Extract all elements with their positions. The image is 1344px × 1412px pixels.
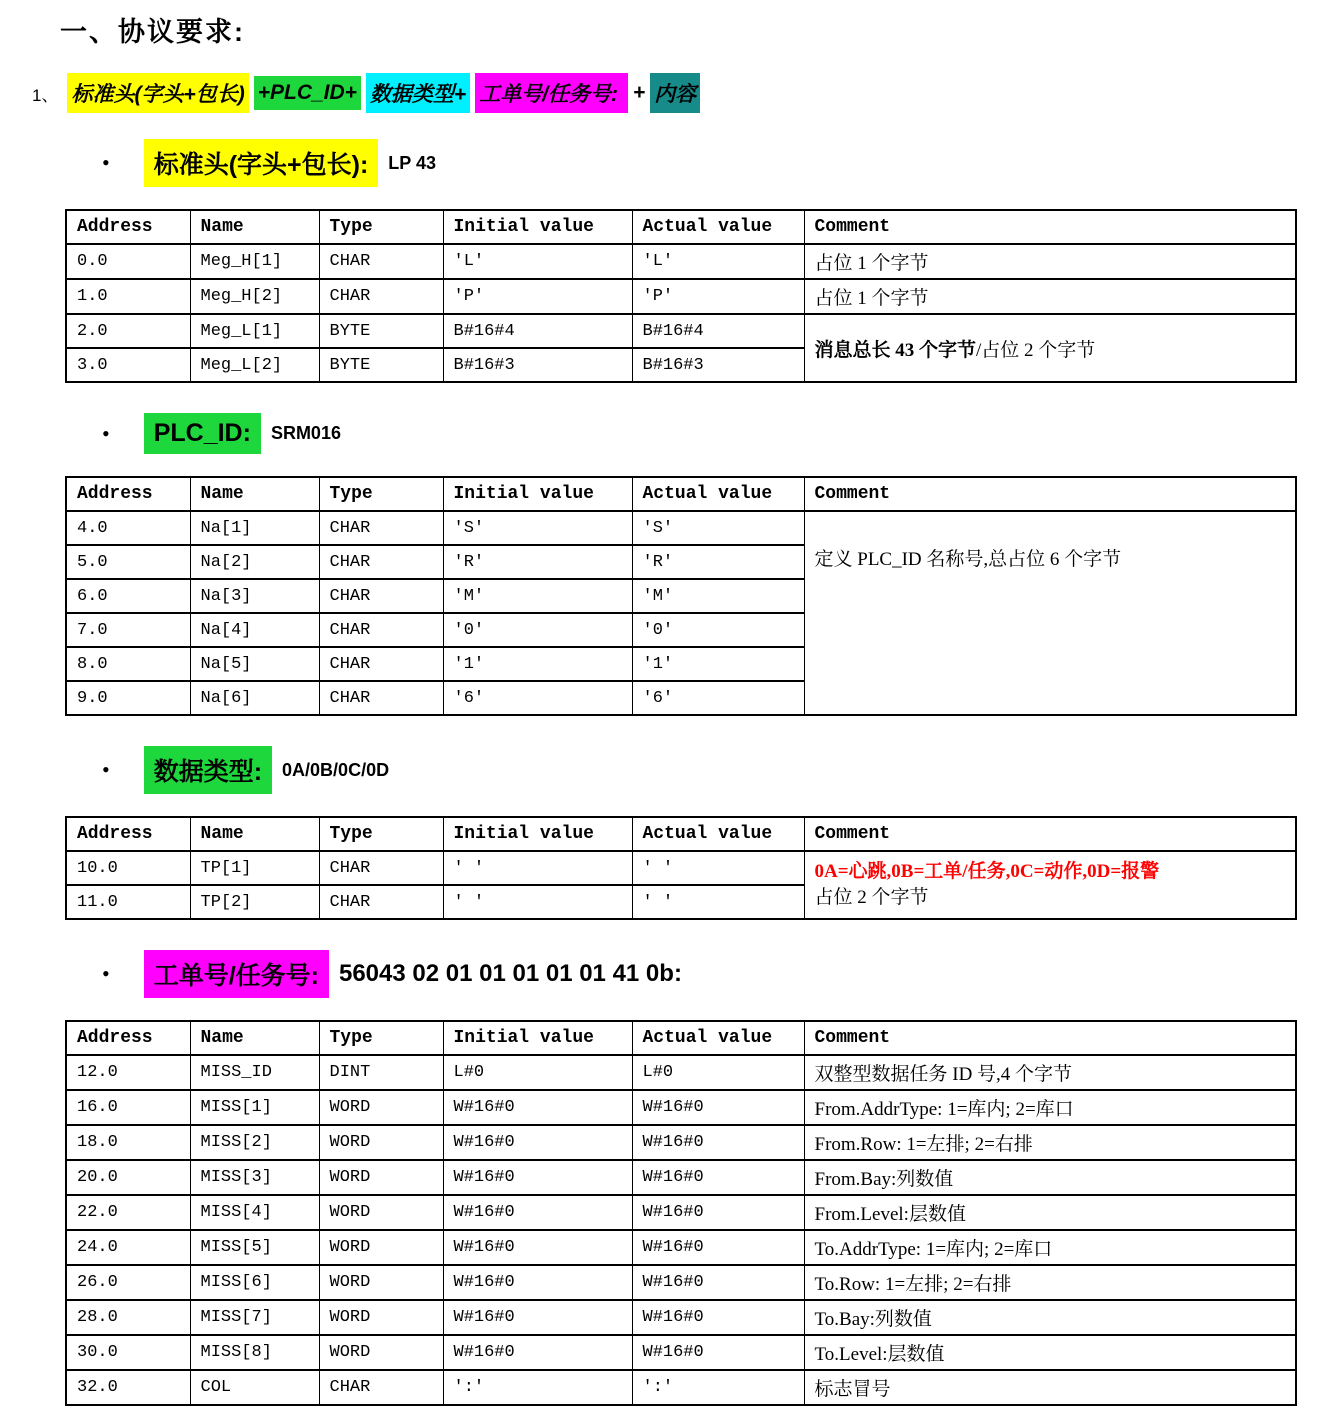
cell-comment: To.AddrType: 1=库内; 2=库口 xyxy=(804,1230,1296,1265)
col-header-comment: Comment xyxy=(804,1021,1296,1055)
formula-number: 1、 xyxy=(32,85,59,105)
formula-seg-datatype: 数据类型+ xyxy=(366,73,470,113)
col-header-type: Type xyxy=(319,210,443,244)
cell-actual-value: W#16#0 xyxy=(632,1230,804,1265)
table-row xyxy=(66,279,1296,314)
col-header-actual: Actual value xyxy=(632,1021,804,1055)
cell-initial-value: '0' xyxy=(443,613,632,647)
comment-bold-part: 消息总长 43 个字节 xyxy=(814,339,977,361)
formula-seg-standard-header: 标准头(字头+包长) xyxy=(67,73,248,113)
cell-comment: 双整型数据任务 ID 号,4 个字节 xyxy=(804,1055,1296,1090)
cell-actual-value: '0' xyxy=(632,613,804,647)
cell-type: WORD xyxy=(319,1230,443,1265)
cell-name: Meg_H[2] xyxy=(190,279,319,314)
cell-actual-value: '6' xyxy=(632,681,804,715)
table-row xyxy=(66,1090,1296,1125)
heading-order-number-value: 56043 02 01 01 01 01 01 41 0b: xyxy=(338,960,682,987)
cell-comment: To.Row: 1=左排; 2=右排 xyxy=(804,1265,1296,1300)
cell-actual-value: B#16#3 xyxy=(632,348,804,382)
cell-comment: From.Row: 1=左排; 2=右排 xyxy=(804,1125,1296,1160)
cell-actual-value: W#16#0 xyxy=(632,1335,804,1370)
cell-comment: To.Bay:列数值 xyxy=(804,1300,1296,1335)
cell-comment-merged xyxy=(804,851,1296,919)
cell-initial-value: 'P' xyxy=(443,279,632,314)
cell-address: 0.0 xyxy=(66,244,190,279)
cell-name: MISS_ID xyxy=(190,1055,319,1090)
cell-type: WORD xyxy=(319,1125,443,1160)
cell-name: MISS[7] xyxy=(190,1300,319,1335)
cell-name: Na[1] xyxy=(190,511,319,545)
cell-comment: To.Level:层数值 xyxy=(804,1335,1296,1370)
cell-address: 1.0 xyxy=(66,279,190,314)
table-row xyxy=(66,1055,1296,1090)
cell-type: CHAR xyxy=(319,885,443,919)
col-header-name: Name xyxy=(190,210,319,244)
cell-comment-merged: 定义 PLC_ID 名称号,总占位 6 个字节 xyxy=(804,511,1296,715)
cell-name: Na[4] xyxy=(190,613,319,647)
cell-address: 20.0 xyxy=(66,1160,190,1195)
col-header-comment: Comment xyxy=(804,477,1296,511)
cell-comment: 占位 1 个字节 xyxy=(804,244,1296,279)
cell-type: DINT xyxy=(319,1055,443,1090)
table-row xyxy=(66,1335,1296,1370)
cell-actual-value: '1' xyxy=(632,647,804,681)
cell-initial-value: L#0 xyxy=(443,1055,632,1090)
cell-type: CHAR xyxy=(319,851,443,885)
cell-name: MISS[2] xyxy=(190,1125,319,1160)
cell-initial-value: '6' xyxy=(443,681,632,715)
cell-address: 11.0 xyxy=(66,885,190,919)
protocol-formula xyxy=(32,73,1344,113)
table-row xyxy=(66,244,1296,279)
table-row xyxy=(66,1230,1296,1265)
col-header-actual: Actual value xyxy=(632,817,804,851)
section-heading-order-number xyxy=(102,950,1344,998)
bullet-icon: • xyxy=(102,961,110,986)
cell-initial-value: W#16#0 xyxy=(443,1335,632,1370)
cell-type: CHAR xyxy=(319,1370,443,1405)
cell-type: CHAR xyxy=(319,244,443,279)
cell-actual-value: W#16#0 xyxy=(632,1195,804,1230)
cell-comment: From.Level:层数值 xyxy=(804,1195,1296,1230)
cell-actual-value: 'M' xyxy=(632,579,804,613)
cell-comment: From.Bay:列数值 xyxy=(804,1160,1296,1195)
table-header-row xyxy=(66,817,1296,851)
table-row xyxy=(66,1300,1296,1335)
cell-type: WORD xyxy=(319,1265,443,1300)
table-row xyxy=(66,1265,1296,1300)
cell-name: MISS[4] xyxy=(190,1195,319,1230)
cell-name: Meg_L[1] xyxy=(190,314,319,348)
heading-standard-header-label: 标准头(字头+包长): xyxy=(144,139,379,187)
cell-comment: 标志冒号 xyxy=(804,1370,1296,1405)
table-row xyxy=(66,1370,1296,1405)
cell-actual-value: B#16#4 xyxy=(632,314,804,348)
formula-seg-order-number: 工单号/任务号: xyxy=(475,73,628,113)
cell-address: 9.0 xyxy=(66,681,190,715)
cell-comment: From.AddrType: 1=库内; 2=库口 xyxy=(804,1090,1296,1125)
cell-actual-value: ' ' xyxy=(632,851,804,885)
formula-seg-plc-id: +PLC_ID+ xyxy=(254,76,361,110)
col-header-initial: Initial value xyxy=(443,210,632,244)
col-header-address: Address xyxy=(66,1021,190,1055)
cell-initial-value: W#16#0 xyxy=(443,1230,632,1265)
cell-name: MISS[3] xyxy=(190,1160,319,1195)
table-header-row xyxy=(66,1021,1296,1055)
cell-initial-value: 'R' xyxy=(443,545,632,579)
cell-address: 2.0 xyxy=(66,314,190,348)
table-row xyxy=(66,1125,1296,1160)
cell-actual-value: ':' xyxy=(632,1370,804,1405)
col-header-comment: Comment xyxy=(804,817,1296,851)
cell-initial-value: 'M' xyxy=(443,579,632,613)
col-header-name: Name xyxy=(190,1021,319,1055)
col-header-initial: Initial value xyxy=(443,817,632,851)
cell-name: TP[1] xyxy=(190,851,319,885)
col-header-name: Name xyxy=(190,477,319,511)
col-header-type: Type xyxy=(319,1021,443,1055)
cell-name: Na[6] xyxy=(190,681,319,715)
cell-type: WORD xyxy=(319,1300,443,1335)
cell-initial-value: B#16#3 xyxy=(443,348,632,382)
cell-address: 26.0 xyxy=(66,1265,190,1300)
cell-initial-value: ' ' xyxy=(443,851,632,885)
cell-address: 6.0 xyxy=(66,579,190,613)
bullet-icon: • xyxy=(102,150,110,175)
cell-actual-value: L#0 xyxy=(632,1055,804,1090)
cell-name: Meg_L[2] xyxy=(190,348,319,382)
col-header-name: Name xyxy=(190,817,319,851)
cell-type: CHAR xyxy=(319,545,443,579)
cell-name: MISS[8] xyxy=(190,1335,319,1370)
cell-actual-value: 'S' xyxy=(632,511,804,545)
cell-initial-value: W#16#0 xyxy=(443,1125,632,1160)
cell-type: CHAR xyxy=(319,647,443,681)
cell-address: 30.0 xyxy=(66,1335,190,1370)
col-header-actual: Actual value xyxy=(632,210,804,244)
cell-type: CHAR xyxy=(319,511,443,545)
cell-initial-value: ' ' xyxy=(443,885,632,919)
bullet-icon: • xyxy=(102,420,110,446)
cell-initial-value: 'S' xyxy=(443,511,632,545)
cell-address: 22.0 xyxy=(66,1195,190,1230)
cell-comment-merged xyxy=(804,314,1296,382)
cell-type: CHAR xyxy=(319,279,443,314)
table-order-number xyxy=(65,1020,1297,1406)
cell-address: 24.0 xyxy=(66,1230,190,1265)
cell-address: 28.0 xyxy=(66,1300,190,1335)
cell-address: 4.0 xyxy=(66,511,190,545)
formula-plus-sign: + xyxy=(632,81,646,104)
table-header-row xyxy=(66,210,1296,244)
col-header-initial: Initial value xyxy=(443,477,632,511)
section-heading-datatype xyxy=(102,746,1344,794)
cell-type: WORD xyxy=(319,1195,443,1230)
cell-actual-value: 'P' xyxy=(632,279,804,314)
cell-initial-value: '1' xyxy=(443,647,632,681)
cell-name: COL xyxy=(190,1370,319,1405)
comment-plain-line: 占位 2 个字节 xyxy=(814,887,929,908)
cell-address: 7.0 xyxy=(66,613,190,647)
table-row xyxy=(66,314,1296,348)
cell-name: MISS[1] xyxy=(190,1090,319,1125)
col-header-address: Address xyxy=(66,817,190,851)
cell-actual-value: W#16#0 xyxy=(632,1300,804,1335)
col-header-type: Type xyxy=(319,817,443,851)
cell-initial-value: W#16#0 xyxy=(443,1090,632,1125)
cell-type: CHAR xyxy=(319,681,443,715)
cell-actual-value: 'L' xyxy=(632,244,804,279)
col-header-type: Type xyxy=(319,477,443,511)
cell-initial-value: W#16#0 xyxy=(443,1195,632,1230)
heading-plc-id-label: PLC_ID: xyxy=(144,413,261,454)
cell-type: CHAR xyxy=(319,613,443,647)
cell-name: Na[5] xyxy=(190,647,319,681)
cell-actual-value: ' ' xyxy=(632,885,804,919)
table-row xyxy=(66,1160,1296,1195)
col-header-initial: Initial value xyxy=(443,1021,632,1055)
cell-type: BYTE xyxy=(319,314,443,348)
cell-type: BYTE xyxy=(319,348,443,382)
cell-name: TP[2] xyxy=(190,885,319,919)
cell-type: CHAR xyxy=(319,579,443,613)
cell-address: 3.0 xyxy=(66,348,190,382)
heading-standard-header-value: LP 43 xyxy=(388,152,436,173)
cell-name: Na[3] xyxy=(190,579,319,613)
cell-actual-value: W#16#0 xyxy=(632,1265,804,1300)
cell-address: 5.0 xyxy=(66,545,190,579)
table-row xyxy=(66,511,1296,545)
cell-type: WORD xyxy=(319,1090,443,1125)
cell-address: 12.0 xyxy=(66,1055,190,1090)
cell-address: 18.0 xyxy=(66,1125,190,1160)
heading-plc-id-value: SRM016 xyxy=(270,423,341,443)
section-heading-plc-id xyxy=(102,413,1344,454)
cell-initial-value: B#16#4 xyxy=(443,314,632,348)
cell-address: 16.0 xyxy=(66,1090,190,1125)
table-datatype xyxy=(65,816,1297,920)
document-page xyxy=(0,10,1344,1412)
cell-address: 8.0 xyxy=(66,647,190,681)
table-standard-header xyxy=(65,209,1297,383)
cell-actual-value: W#16#0 xyxy=(632,1090,804,1125)
col-header-address: Address xyxy=(66,477,190,511)
heading-order-number-label: 工单号/任务号: xyxy=(144,950,329,998)
comment-alert-line: 0A=心跳,0B=工单/任务,0C=动作,0D=报警 xyxy=(814,861,1160,882)
cell-type: WORD xyxy=(319,1160,443,1195)
cell-comment: 占位 1 个字节 xyxy=(804,279,1296,314)
cell-name: MISS[6] xyxy=(190,1265,319,1300)
formula-seg-content: 内容 xyxy=(650,73,700,113)
table-header-row xyxy=(66,477,1296,511)
page-title: 一、协议要求: xyxy=(60,17,245,47)
cell-initial-value: W#16#0 xyxy=(443,1265,632,1300)
table-row xyxy=(66,851,1296,885)
cell-actual-value: 'R' xyxy=(632,545,804,579)
table-plc-id xyxy=(65,476,1297,716)
col-header-address: Address xyxy=(66,210,190,244)
cell-initial-value: W#16#0 xyxy=(443,1300,632,1335)
cell-type: WORD xyxy=(319,1335,443,1370)
bullet-icon: • xyxy=(102,757,110,782)
cell-name: MISS[5] xyxy=(190,1230,319,1265)
col-header-comment: Comment xyxy=(804,210,1296,244)
heading-datatype-label: 数据类型: xyxy=(144,746,272,794)
section-heading-standard-header xyxy=(102,139,1344,187)
comment-plain-part: /占位 2 个字节 xyxy=(976,339,1096,361)
cell-initial-value: 'L' xyxy=(443,244,632,279)
cell-initial-value: ':' xyxy=(443,1370,632,1405)
heading-datatype-value: 0A/0B/0C/0D xyxy=(282,759,390,780)
table-row xyxy=(66,1195,1296,1230)
col-header-actual: Actual value xyxy=(632,477,804,511)
cell-actual-value: W#16#0 xyxy=(632,1125,804,1160)
cell-address: 10.0 xyxy=(66,851,190,885)
cell-address: 32.0 xyxy=(66,1370,190,1405)
cell-actual-value: W#16#0 xyxy=(632,1160,804,1195)
cell-initial-value: W#16#0 xyxy=(443,1160,632,1195)
cell-name: Na[2] xyxy=(190,545,319,579)
cell-name: Meg_H[1] xyxy=(190,244,319,279)
